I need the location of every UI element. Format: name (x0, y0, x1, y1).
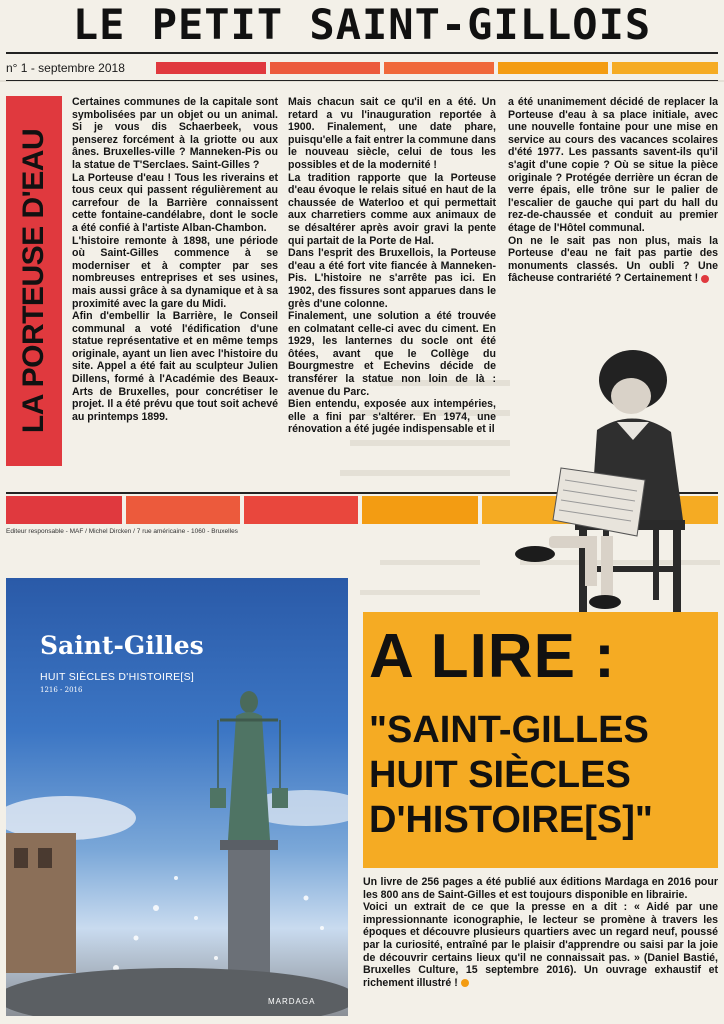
color-bar-segment (498, 62, 608, 74)
paragraph: La tradition rapporte que la Porteuse d'eau évoque le relais situé en haut de la chaussée de Waterloo et qui permettait aux charretiers comme aux animaux de se désaltérer après avoir gravi la pente qui partait de la Porte de Hal. (288, 171, 496, 247)
book-cover-publisher: MARDAGA (268, 997, 316, 1006)
end-mark-icon (461, 979, 469, 987)
article-column-2 (288, 96, 496, 476)
paragraph: Bien entendu, exposée aux intempéries, elle a fini par s'altérer. En 1974, une rénovation a été jugée indispensable et il (288, 398, 496, 436)
color-bar-segment (384, 62, 494, 74)
publisher-credits: Editeur responsable - MAF / Michel Dircken / 7 rue américaine - 1060 - Bruxelles (6, 528, 238, 535)
color-bar-segment (270, 62, 380, 74)
color-bar-segment (612, 62, 718, 74)
announcement-book-title (369, 708, 714, 864)
paragraph: L'histoire remonte à 1898, une période où Saint-Gilles commence à se moderniser et à compter par ses nombreuses entreprises et ses usines, mais aussi grâce à sa dynamique et à sa proximité avec la gare du Midi. (72, 234, 278, 310)
book-cover-image (6, 578, 348, 1016)
paragraph (508, 235, 718, 285)
masthead-rule (6, 52, 718, 54)
announcement-box (363, 612, 718, 868)
paragraph-text: Voici un extrait de ce que la presse en a dit : « Aidé par une impressionnante iconographie, le lecteur se promène à travers les époques et découvre plusieurs quartiers avec un regard neuf, poussé par la curiosité, entraîné par le plaisir d'apprendre ou saisi par la joie de découvrir certains lieux qu'il ne connaissait pas. » (Daniel Bastié, Bruxelles Culture, 15 septembre 2016). Un ouvrage exhaustif et richement illustré ! (363, 901, 718, 989)
paragraph: La Porteuse d'eau ! Tous les riverains et tous ceux qui passent régulièrement au carrefour de la Barrière connaissent cette fontaine-candélabre, dont le socle a été confié à l'artiste Alban-Chambon. (72, 171, 278, 234)
paragraph: a été unanimement décidé de replacer la Porteuse d'eau à sa place initiale, avec une nouvelle fontaine pour une mise en service au cours des vacances scolaires d'été 1977. Les passants savent-ils qu'il s'agit d'une copie ? Où se situe la pièce originale ? Protégée derrière un écran de verre épais, elle trône sur le palier de l'escalier de gauche qui part du hall du rez-de-chaussée et conduit au premier étage de l'Hôtel communal. (508, 96, 718, 234)
issue-label: n° 1 - septembre 2018 (6, 61, 125, 75)
fountain-statue-illustration (6, 578, 348, 1016)
end-mark-icon (701, 275, 709, 283)
paragraph: Finalement, une solution a été trouvée en colmatant celle-ci avec du ciment. En 1929, les lanternes du socle ont été ôtées, avant que le Collège du Bourgmestre et Echevins décide de transférer la statue non loin de là : avenue du Parc. (288, 310, 496, 398)
article-column-1 (72, 96, 278, 486)
color-bar-segment (156, 62, 266, 74)
paragraph: Certaines communes de la capitale sont symbolisées par un objet ou un animal. Si je vous dis Schaerbeek, vous penserez forcément à la griotte ou aux ânes. Bruxelles-ville ? Manneken-Pis ou la statue de T'Serclaes. Saint-Gilles ? (72, 96, 278, 171)
paragraph: Mais chacun sait ce qu'il en a été. Un retard a vu l'inauguration reportée à 1900. Finalement, une date phare, puisqu'elle a fait entrer la commune dans le nouveau siècle, celui de tous les possibles et de la modernité ! (288, 96, 496, 171)
article-column-3 (508, 96, 718, 326)
masthead-title: LE PETIT SAINT-GILLOIS (72, 0, 652, 49)
color-bar-segment (6, 496, 122, 524)
color-bar-segment (244, 496, 358, 524)
book-cover-years: 1216 - 2016 (40, 686, 83, 694)
color-bar-segment (362, 496, 478, 524)
title-line: HUIT SIÈCLES (369, 754, 631, 796)
title-line: "SAINT-GILLES (369, 709, 649, 751)
announcement-heading: A LIRE : (369, 622, 616, 691)
paragraph: Afin d'embellir la Barrière, le Conseil communal a voté l'édification d'une statue représentative et en même temps originale, ayant un lien avec l'histoire du site. Appel a été fait au sculpteur Julien Dillens, formé à l'Académie des Beaux-Arts de Bruxelles, pour concrétiser le projet. Il a été prévu que tout soit achevé au printemps 1899. (72, 310, 278, 423)
feature-title: LA PORTEUSE D'EAU (17, 128, 50, 434)
paragraph: Un livre de 256 pages a été publié aux éditions Mardaga en 2016 pour les 800 ans de Saint-Gilles et est toujours disponible en librairie. (363, 876, 718, 901)
book-cover-title: Saint-Gilles (40, 631, 204, 660)
child-reading-illustration (505, 340, 705, 630)
paragraph (363, 901, 718, 989)
paragraph: Dans l'esprit des Bruxellois, la Porteuse d'eau a été fort vite fiancée à Manneken-Pis. L'histoire ne s'arrête pas ici. En 1902, des fissures sont apparues dans le grès d'une colonne. (288, 247, 496, 310)
book-review (363, 876, 718, 1016)
issue-rule (6, 80, 718, 81)
book-cover-subtitle: HUIT SIÈCLES D'HISTOIRE[S] (40, 671, 195, 683)
color-bar-segment (126, 496, 240, 524)
title-line: D'HISTOIRE[S]" (369, 799, 653, 841)
feature-title-box (6, 96, 62, 466)
paragraph-text: On ne le sait pas non plus, mais la Porteuse d'eau ne fait pas partie des monuments classés. Un oubli ? Une fâcheuse contrariété ? Certainement ! (508, 234, 718, 285)
